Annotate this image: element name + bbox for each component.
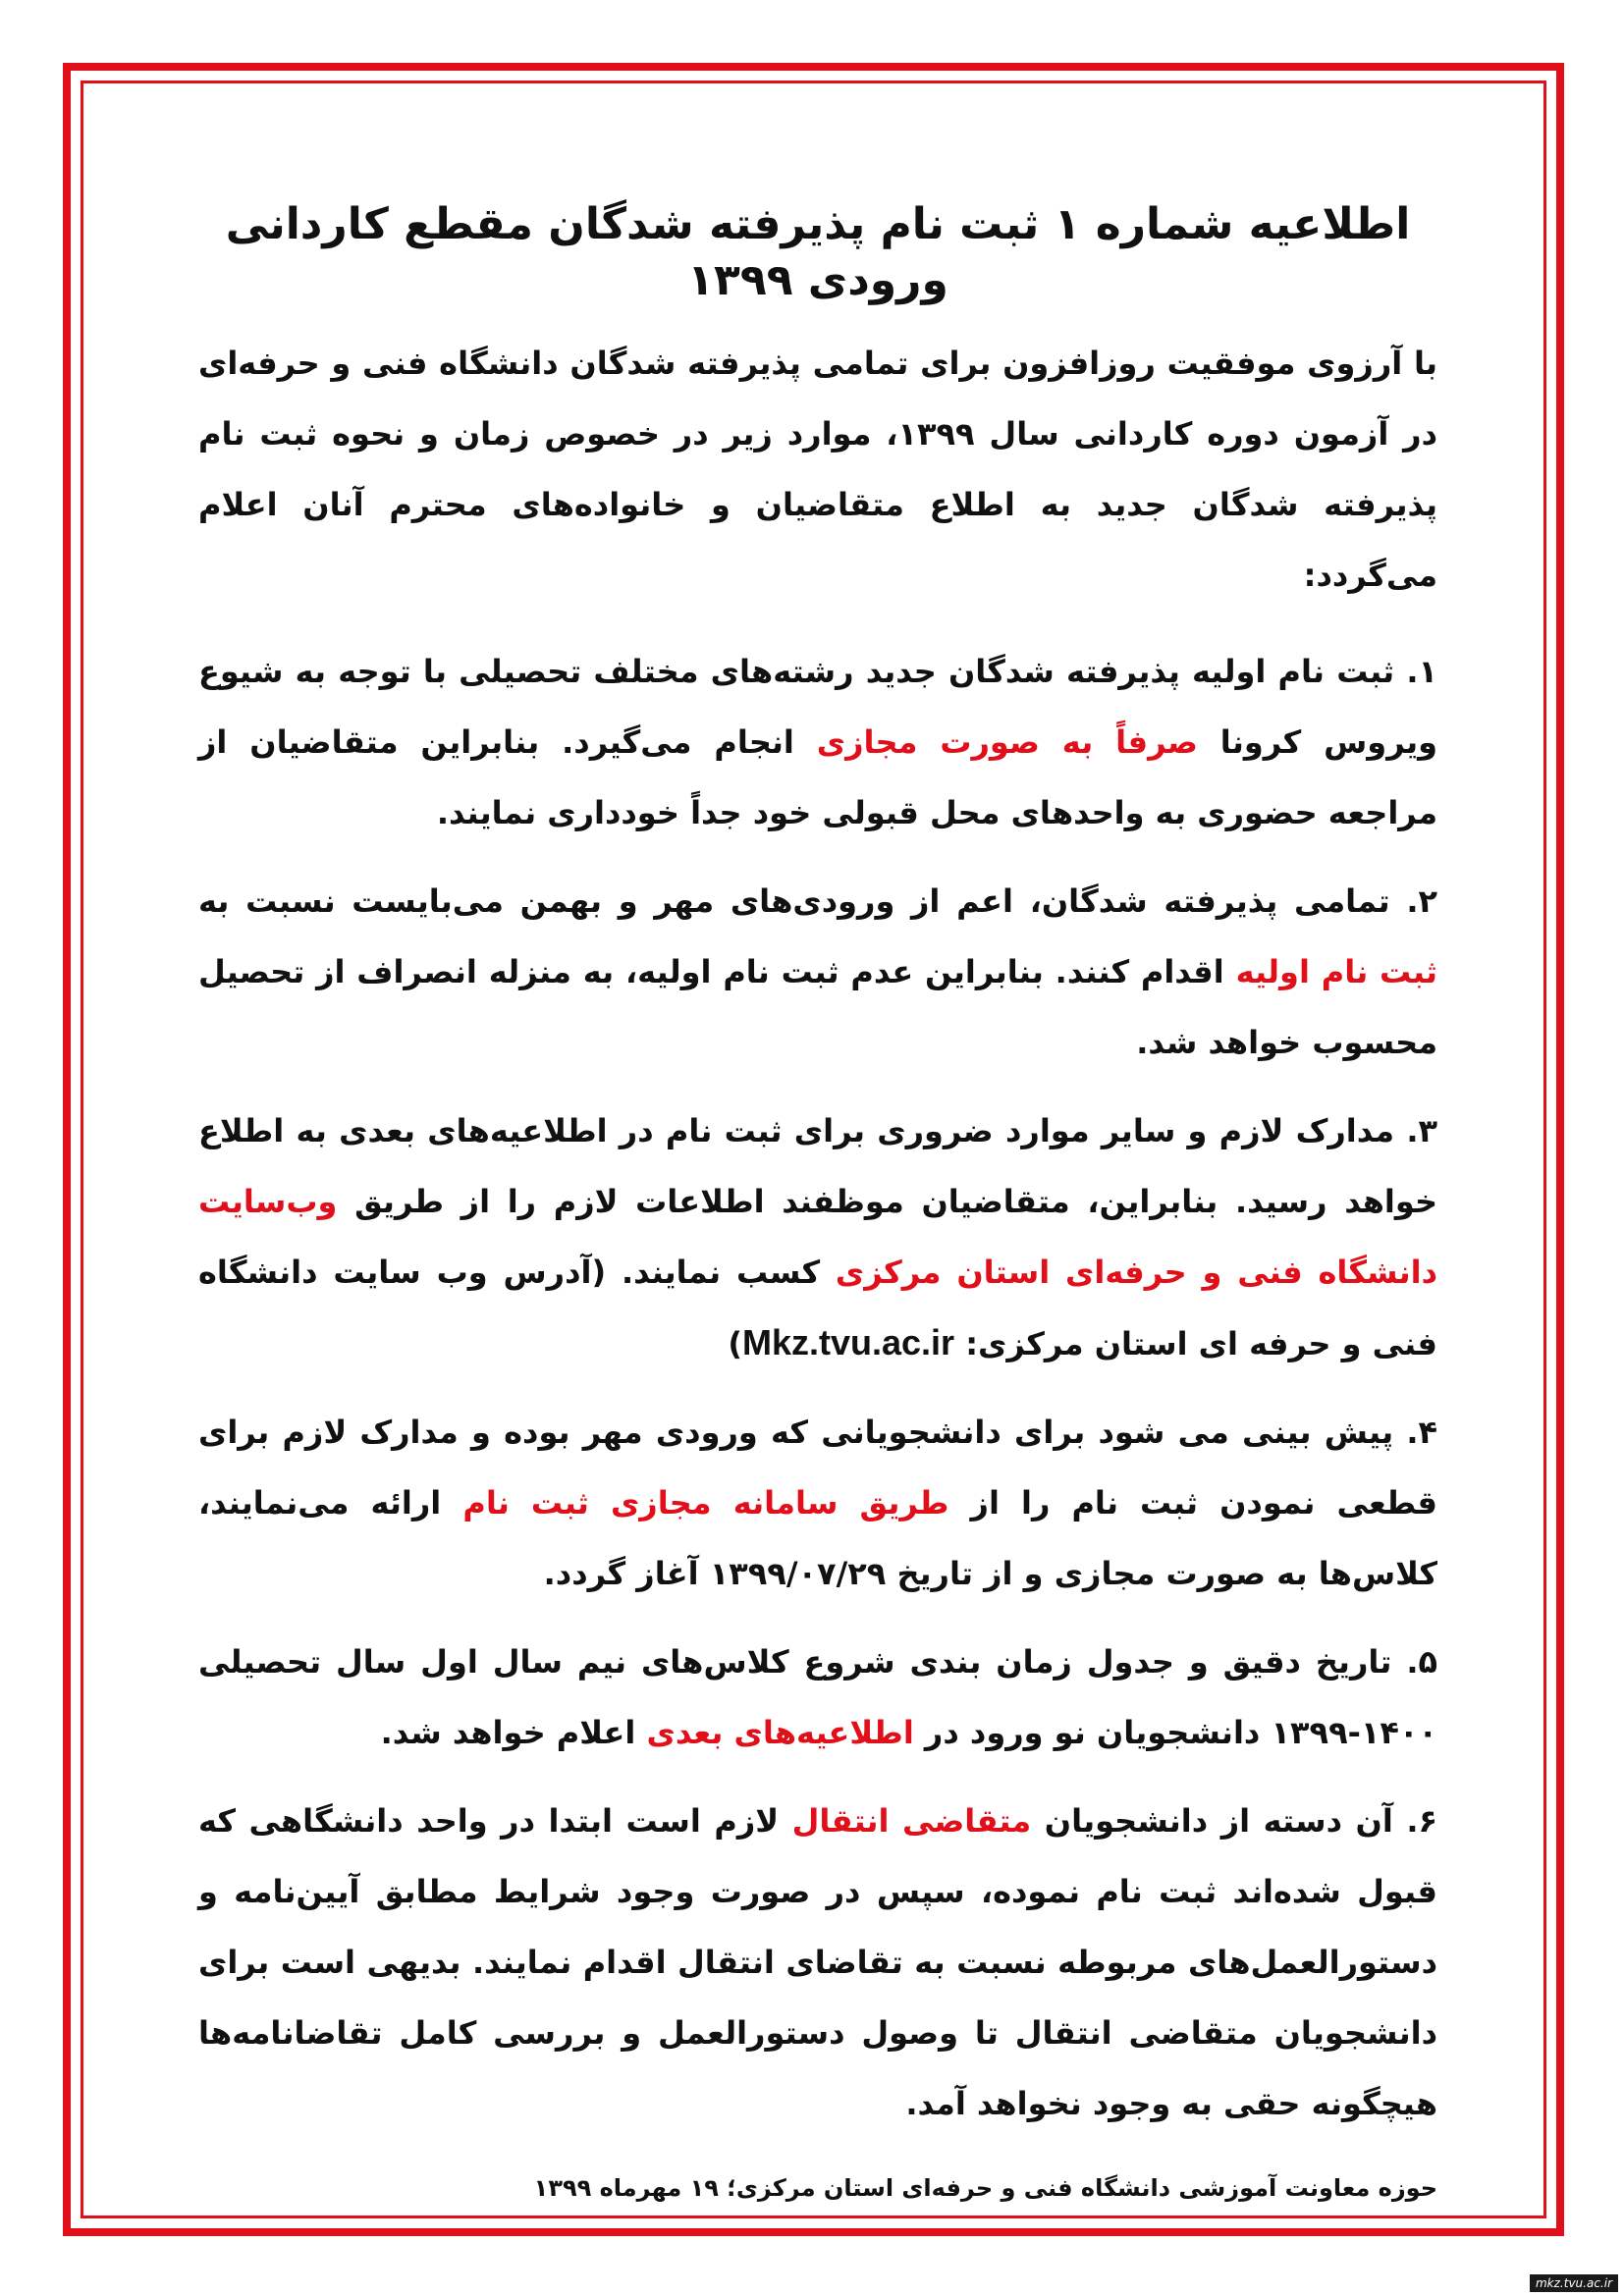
item-6-text: ۶. آن دسته از دانشجویان (1031, 1802, 1438, 1841)
item-5-highlight: اطلاعیه‌های بعدی (646, 1714, 914, 1752)
item-4-highlight: طریق سامانه مجازی ثبت نام (462, 1484, 949, 1522)
item-2-text: ۲. تمامی پذیرفته شدگان، اعم از ورودی‌های مهر و بهمن می‌بایست نسبت به (198, 882, 1437, 921)
item-1-highlight: صرفاً به صورت مجازی (816, 723, 1198, 762)
item-1-text-end: انجام می‌گیرد. بنابراین متقاضیان از مراجعه حضوری به واحدهای محل قبولی خود جداً خودداری نمایند. (198, 723, 1437, 832)
item-6-highlight: متقاضی انتقال (791, 1802, 1032, 1841)
list-item-1 (198, 636, 1437, 848)
list-item-2 (198, 866, 1437, 1078)
item-3-highlight: وب‌سایت دانشگاه فنی و حرفه‌ای استان مرکزی (198, 1183, 1438, 1292)
item-3-text: ۳. مدارک لازم و سایر موارد ضروری برای ثبت نام در اطلاعیه‌های بعدی به اطلاع خواهد رسید. بنابراین، متقاضیان موظفند اطلاعات لازم را از طریق (198, 1112, 1437, 1221)
item-2-text-end: اقدام کنند. بنابراین عدم ثبت نام اولیه، به منزله انصراف از تحصیل محسوب خواهد شد. (198, 953, 1437, 1062)
signature-line: حوزه معاونت آموزشی دانشگاه فنی و حرفه‌ای استان مرکزی؛ ۱۹ مهرماه ۱۳۹۹ (533, 2174, 1437, 2203)
list-item-5 (198, 1627, 1437, 1768)
list-item-6 (198, 1786, 1437, 2139)
item-3-text-mid: کسب نمایند. (آدرس وب سایت دانشگاه فنی و حرفه ای استان مرکزی: (198, 1254, 1437, 1363)
website-link[interactable]: Mkz.tvu.ac.ir (741, 1322, 955, 1363)
intro-paragraph: با آرزوی موفقیت روزافزون برای تمامی پذیرفته شدگان دانشگاه فنی و حرفه‌ای در آزمون دوره کاردانی سال ۱۳۹۹، موارد زیر در خصوص زمان و نحوه ثبت نام پذیرفته شدگان جدید به اطلاع متقاضیان و خانواده‌های محترم آنان اعلام می‌گردد: (198, 345, 1438, 595)
footer-watermark: mkz.tvu.ac.ir (1530, 2274, 1618, 2292)
item-1-text: ۱. ثبت نام اولیه پذیرفته شدگان جدید رشته‌های مختلف تحصیلی با توجه به شیوع ویروس کرونا (198, 653, 1438, 762)
list-item-3 (198, 1095, 1437, 1379)
item-5-text-end: اعلام خواهد شد. (380, 1714, 647, 1752)
item-6-text-end: لازم است ابتدا در واحد دانشگاهی که قبول شده‌اند ثبت نام نموده، سپس در صورت وجود شرایط مطابق آیین‌نامه و دستورالعمل‌های مربوطه نسبت به تقاضای انتقال اقدام نمایند. بدیهی است برای دانشجویان متقاضی انتقال تا وصول دستورالعمل و بررسی کامل تقاضانامه‌ها هیچگونه حقی به وجود نخواهد آمد. (198, 1802, 1437, 2123)
list-item-4 (198, 1397, 1437, 1609)
item-4-text-end: ارائه می‌نمایند، کلاس‌ها به صورت مجازی و از تاریخ ۱۳۹۹/۰۷/۲۹ آغاز گردد. (198, 1484, 1437, 1593)
announcement-title: اطلاعیه شماره ۱ ثبت نام پذیرفته شدگان مقطع کاردانی ورودی ۱۳۹۹ (225, 199, 1411, 306)
item-2-highlight: ثبت نام اولیه (1235, 953, 1438, 991)
announcement-body (198, 196, 1437, 2208)
item-5-text: ۵. تاریخ دقیق و جدول زمان بندی شروع کلاس‌های نیم سال اول سال تحصیلی ۱۴۰۰-۱۳۹۹ دانشجویان نو ورود در (198, 1643, 1437, 1752)
item-4-text: ۴. پیش بینی می شود برای دانشجویانی که ورودی مهر بوده و مدارک لازم برای قطعی نمودن ثبت نام را از (198, 1414, 1438, 1522)
item-3-text-end: ) (728, 1325, 742, 1363)
